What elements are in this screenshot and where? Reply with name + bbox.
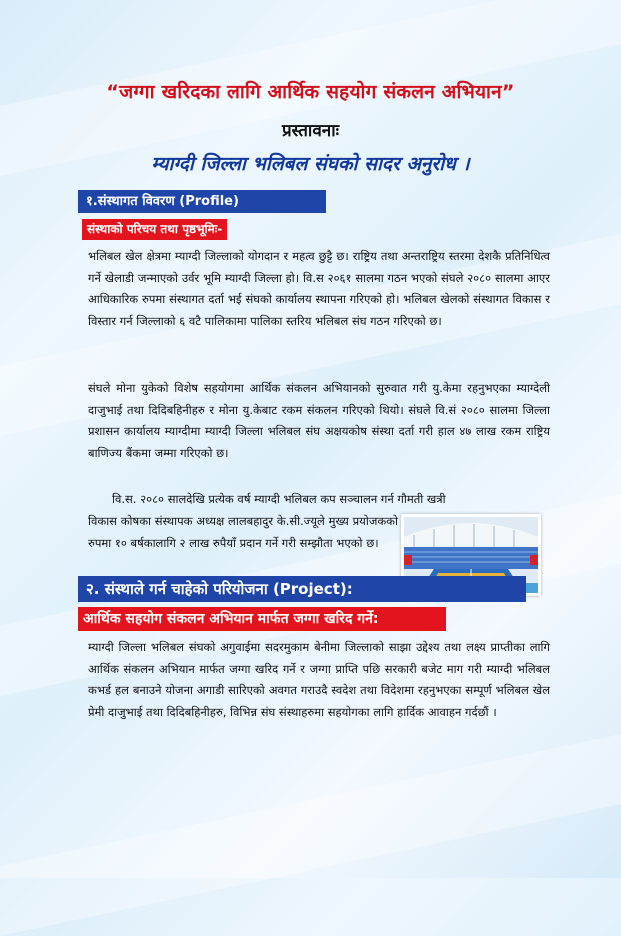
section2-label: आर्थिक सहयोग संकलन अभियान मार्फत जग्गा खरिद गर्ने: xyxy=(78,607,446,631)
section1-label: संस्थाको परिचय तथा पृष्ठभूमिः- xyxy=(82,219,227,240)
campaign-title: “जग्गा खरिदका लागि आर्थिक सहयोग संकलन अभियान” xyxy=(106,81,515,103)
section1-paragraph1: भलिबल खेल क्षेत्रमा म्याग्दी जिल्लाको योगदान र महत्व छुट्टै छ। राष्ट्रिय तथा अन्तराष्ट्रिय स्तरमा देशकै प्रतिनिधित्व गर्ने खेलाडी जन्माएको उर्वर भूमि म्याग्दी जिल्ला हो। वि.स २०६१ सालमा गठन भएको संघले २०८० सालमा आएर आधिकारिक रुपमा संस्थागत दर्ता भई संघको कार्यालय स्थापना गरिएको हो। भलिबल खेलको संस्थागत विकास र विस्तार गर्न जिल्लाको ६ वटै पालिकामा पालिका स्तरिय भलिबल संघ गठन गरिएको छ। xyxy=(88,249,550,328)
section2-heading: २. संस्थाले गर्न चाहेको परियोजना (Project): xyxy=(78,576,526,602)
section2-paragraph: म्याग्दी जिल्ला भलिबल संघको अगुवाईमा सदरमुकाम बेनीमा जिल्लाको साझा उद्देश्य तथा लक्ष्य प्राप्तीका लागि आर्थिक संकलन अभियान मार्फत जग्गा खरिद गर्ने र जग्गा प्राप्ति पछि सरकारी बजेट माग गरी म्याग्दी भलिबल कभर्ड हल बनाउने योजना अगाडी सारिएको अवगत गराउदै स्वदेश तथा विदेशमा रहनुभएका सम्पूर्ण भलिबल खेल प्रेमी दाजुभाई तथा दिदिबहिनीहरु, विभिन्न संघ संस्थाहरुमा सहयोगका लागि हार्दिक आवाहन गर्दछौं । xyxy=(88,640,550,719)
section1-paragraph3-rest: विकास कोषका संस्थापक अध्यक्ष लालबहादुर के.सी.ज्यूले मुख्य प्रयोजकको रुपमा १० बर्षकालागि २ लाख रुपैयाँ प्रदान गर्ने गरी सम्झौता भएको छ। xyxy=(88,514,398,550)
section1-paragraph3-first-line: वि.स. २०८० सालदेखि प्रत्येक वर्ष म्याग्दी भलिबल कप सञ्चालन गर्न गौमती खत्री xyxy=(112,492,446,506)
section1-heading: १.संस्थागत विवरण (Profile) xyxy=(78,190,326,213)
intro-heading: प्रस्तावनाः xyxy=(281,121,340,141)
section1-paragraph2: संघले मोना युकेको विशेष सहयोगमा आर्थिक संकलन अभियानको सुरुवात गरी यु.केमा रहनुभएका म्याग्देली दाजुभाई तथा दिदिबहिनीहरु र मोना यु.केबाट रकम संकलन गरिएको थियो। संघले वि.सं २०८० सालमा जिल्ला प्रशासन कार्यालय म्याग्दीमा म्याग्दी जिल्ला भलिबल संघ अक्षयकोष संस्था दर्ता गरी हाल ४७ लाख रकम राष्ट्रिय बाणिज्य बैंकमा जम्मा गरिएको छ। xyxy=(88,381,550,460)
request-line: म्याग्दी जिल्ला भलिबल संघको सादर अनुरोध । xyxy=(151,153,470,175)
